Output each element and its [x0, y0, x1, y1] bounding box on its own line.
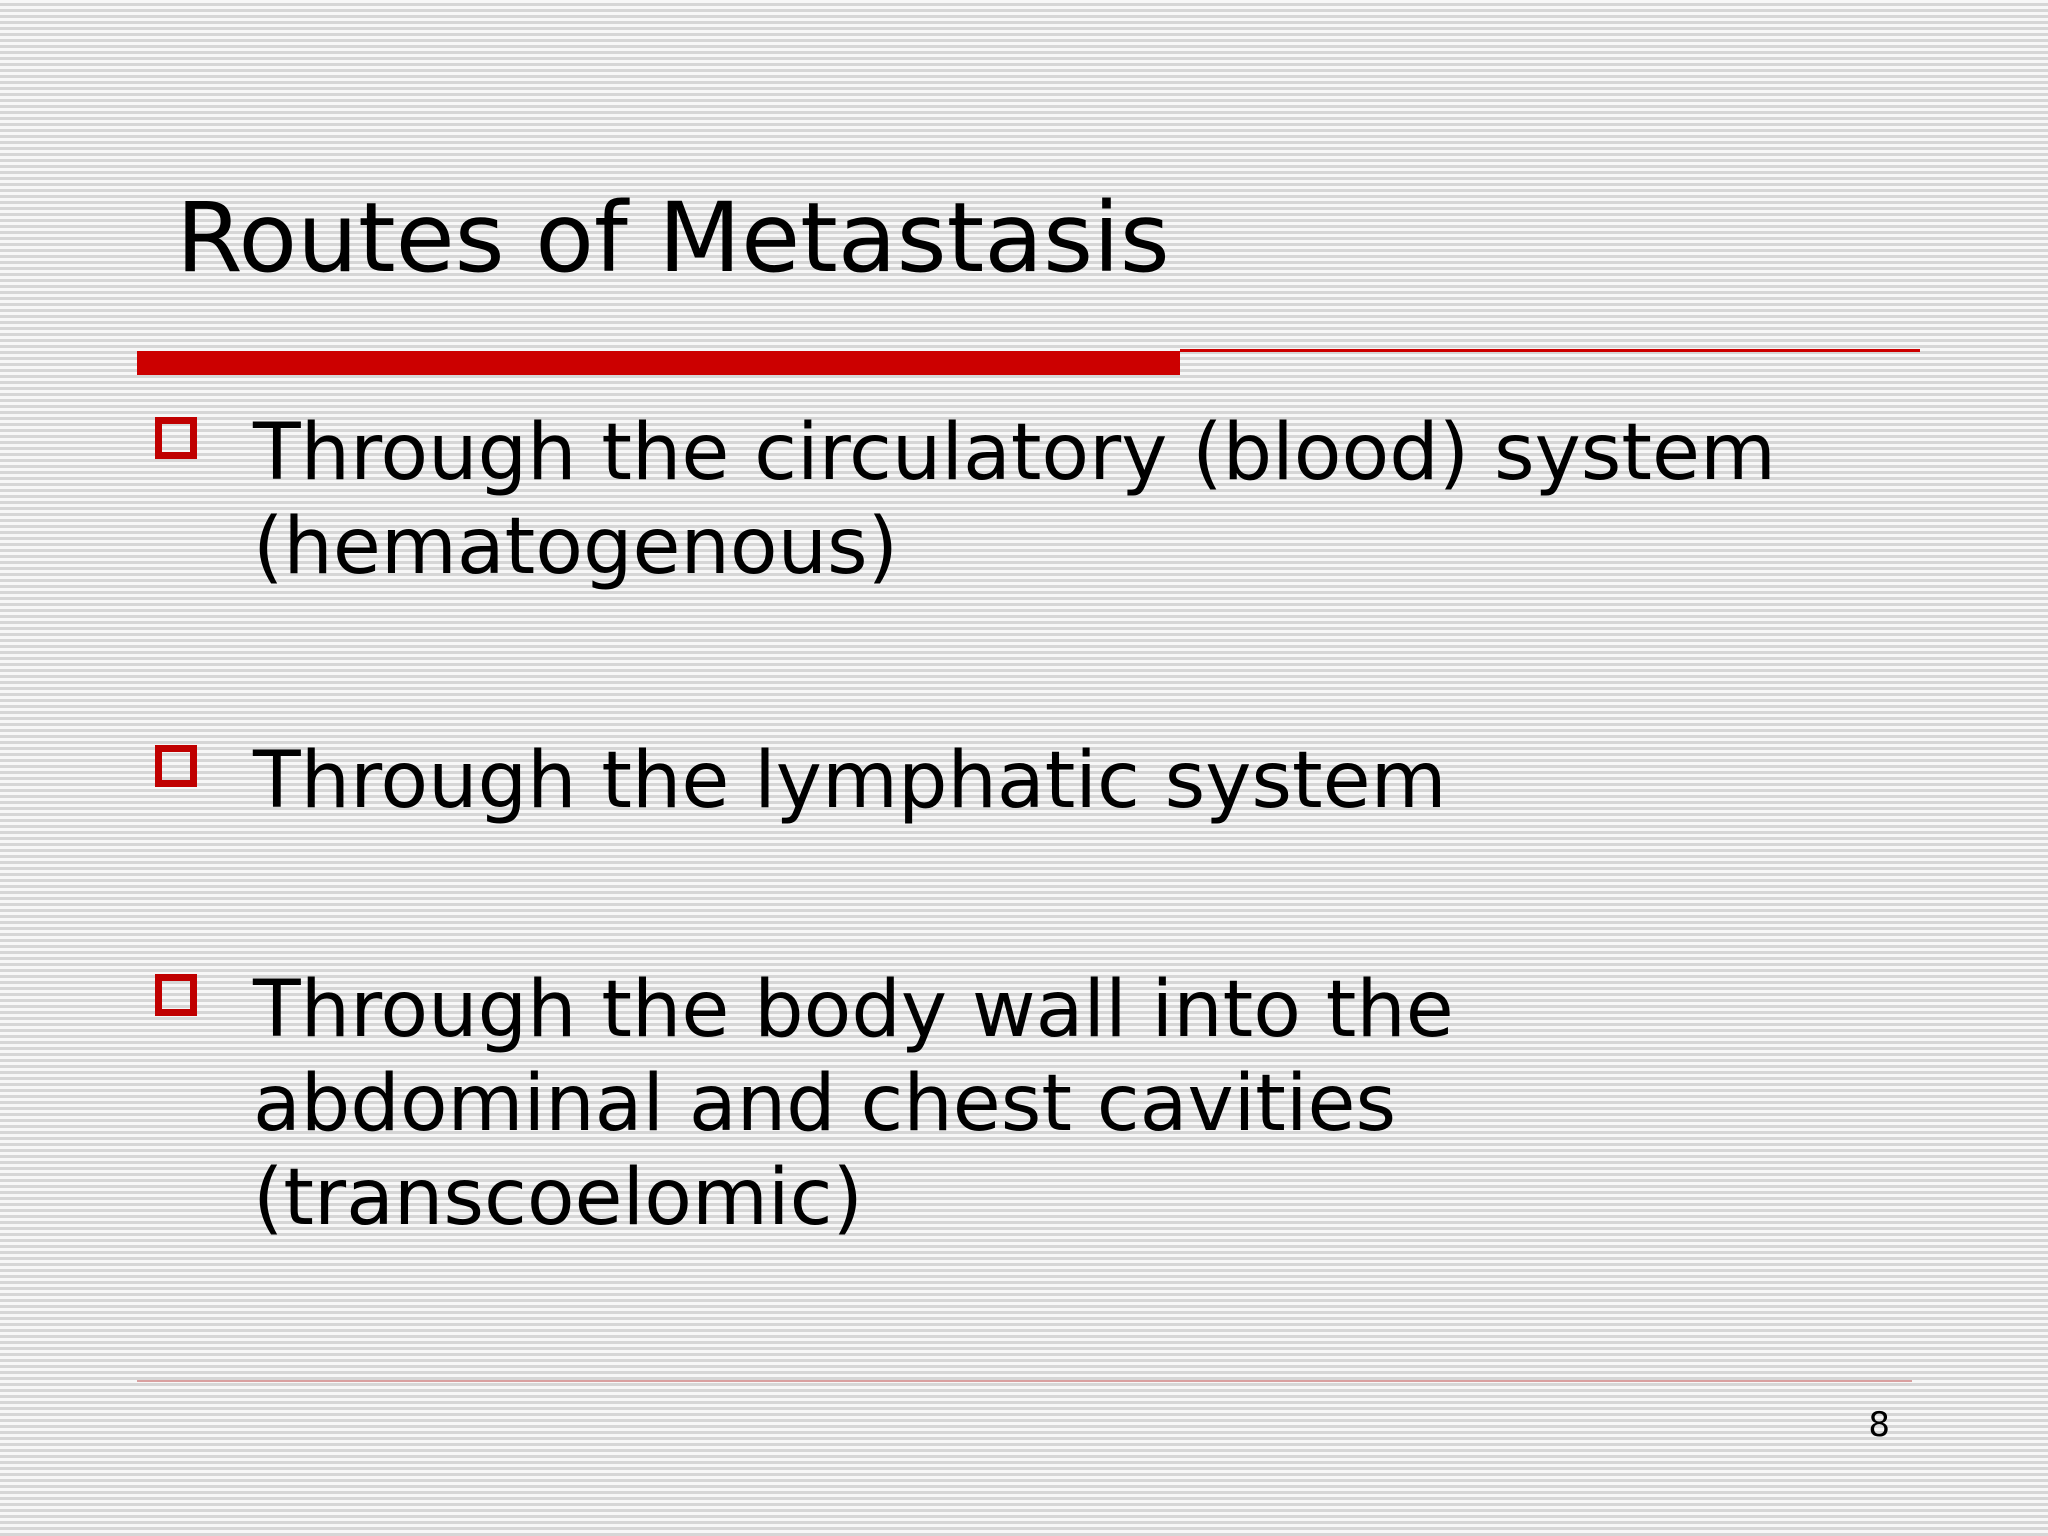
page-number: 8 [1868, 1405, 1890, 1445]
hollow-square-bullet-icon [155, 745, 197, 787]
hollow-square-bullet-icon [155, 417, 197, 459]
hollow-square-bullet-icon [155, 974, 197, 1016]
slide-title: Routes of Metastasis [176, 182, 1170, 294]
footer-divider [137, 1380, 1912, 1382]
bullet-text: Through the lymphatic system [253, 736, 1447, 826]
bullet-text: Through the circulatory (blood) system (hematogenous) [253, 408, 1776, 592]
title-underline-thick [137, 351, 1180, 375]
bullet-text: Through the body wall into the abdominal and chest cavities (transcoelomic) [253, 965, 1454, 1243]
title-underline-thin [1180, 349, 1920, 352]
